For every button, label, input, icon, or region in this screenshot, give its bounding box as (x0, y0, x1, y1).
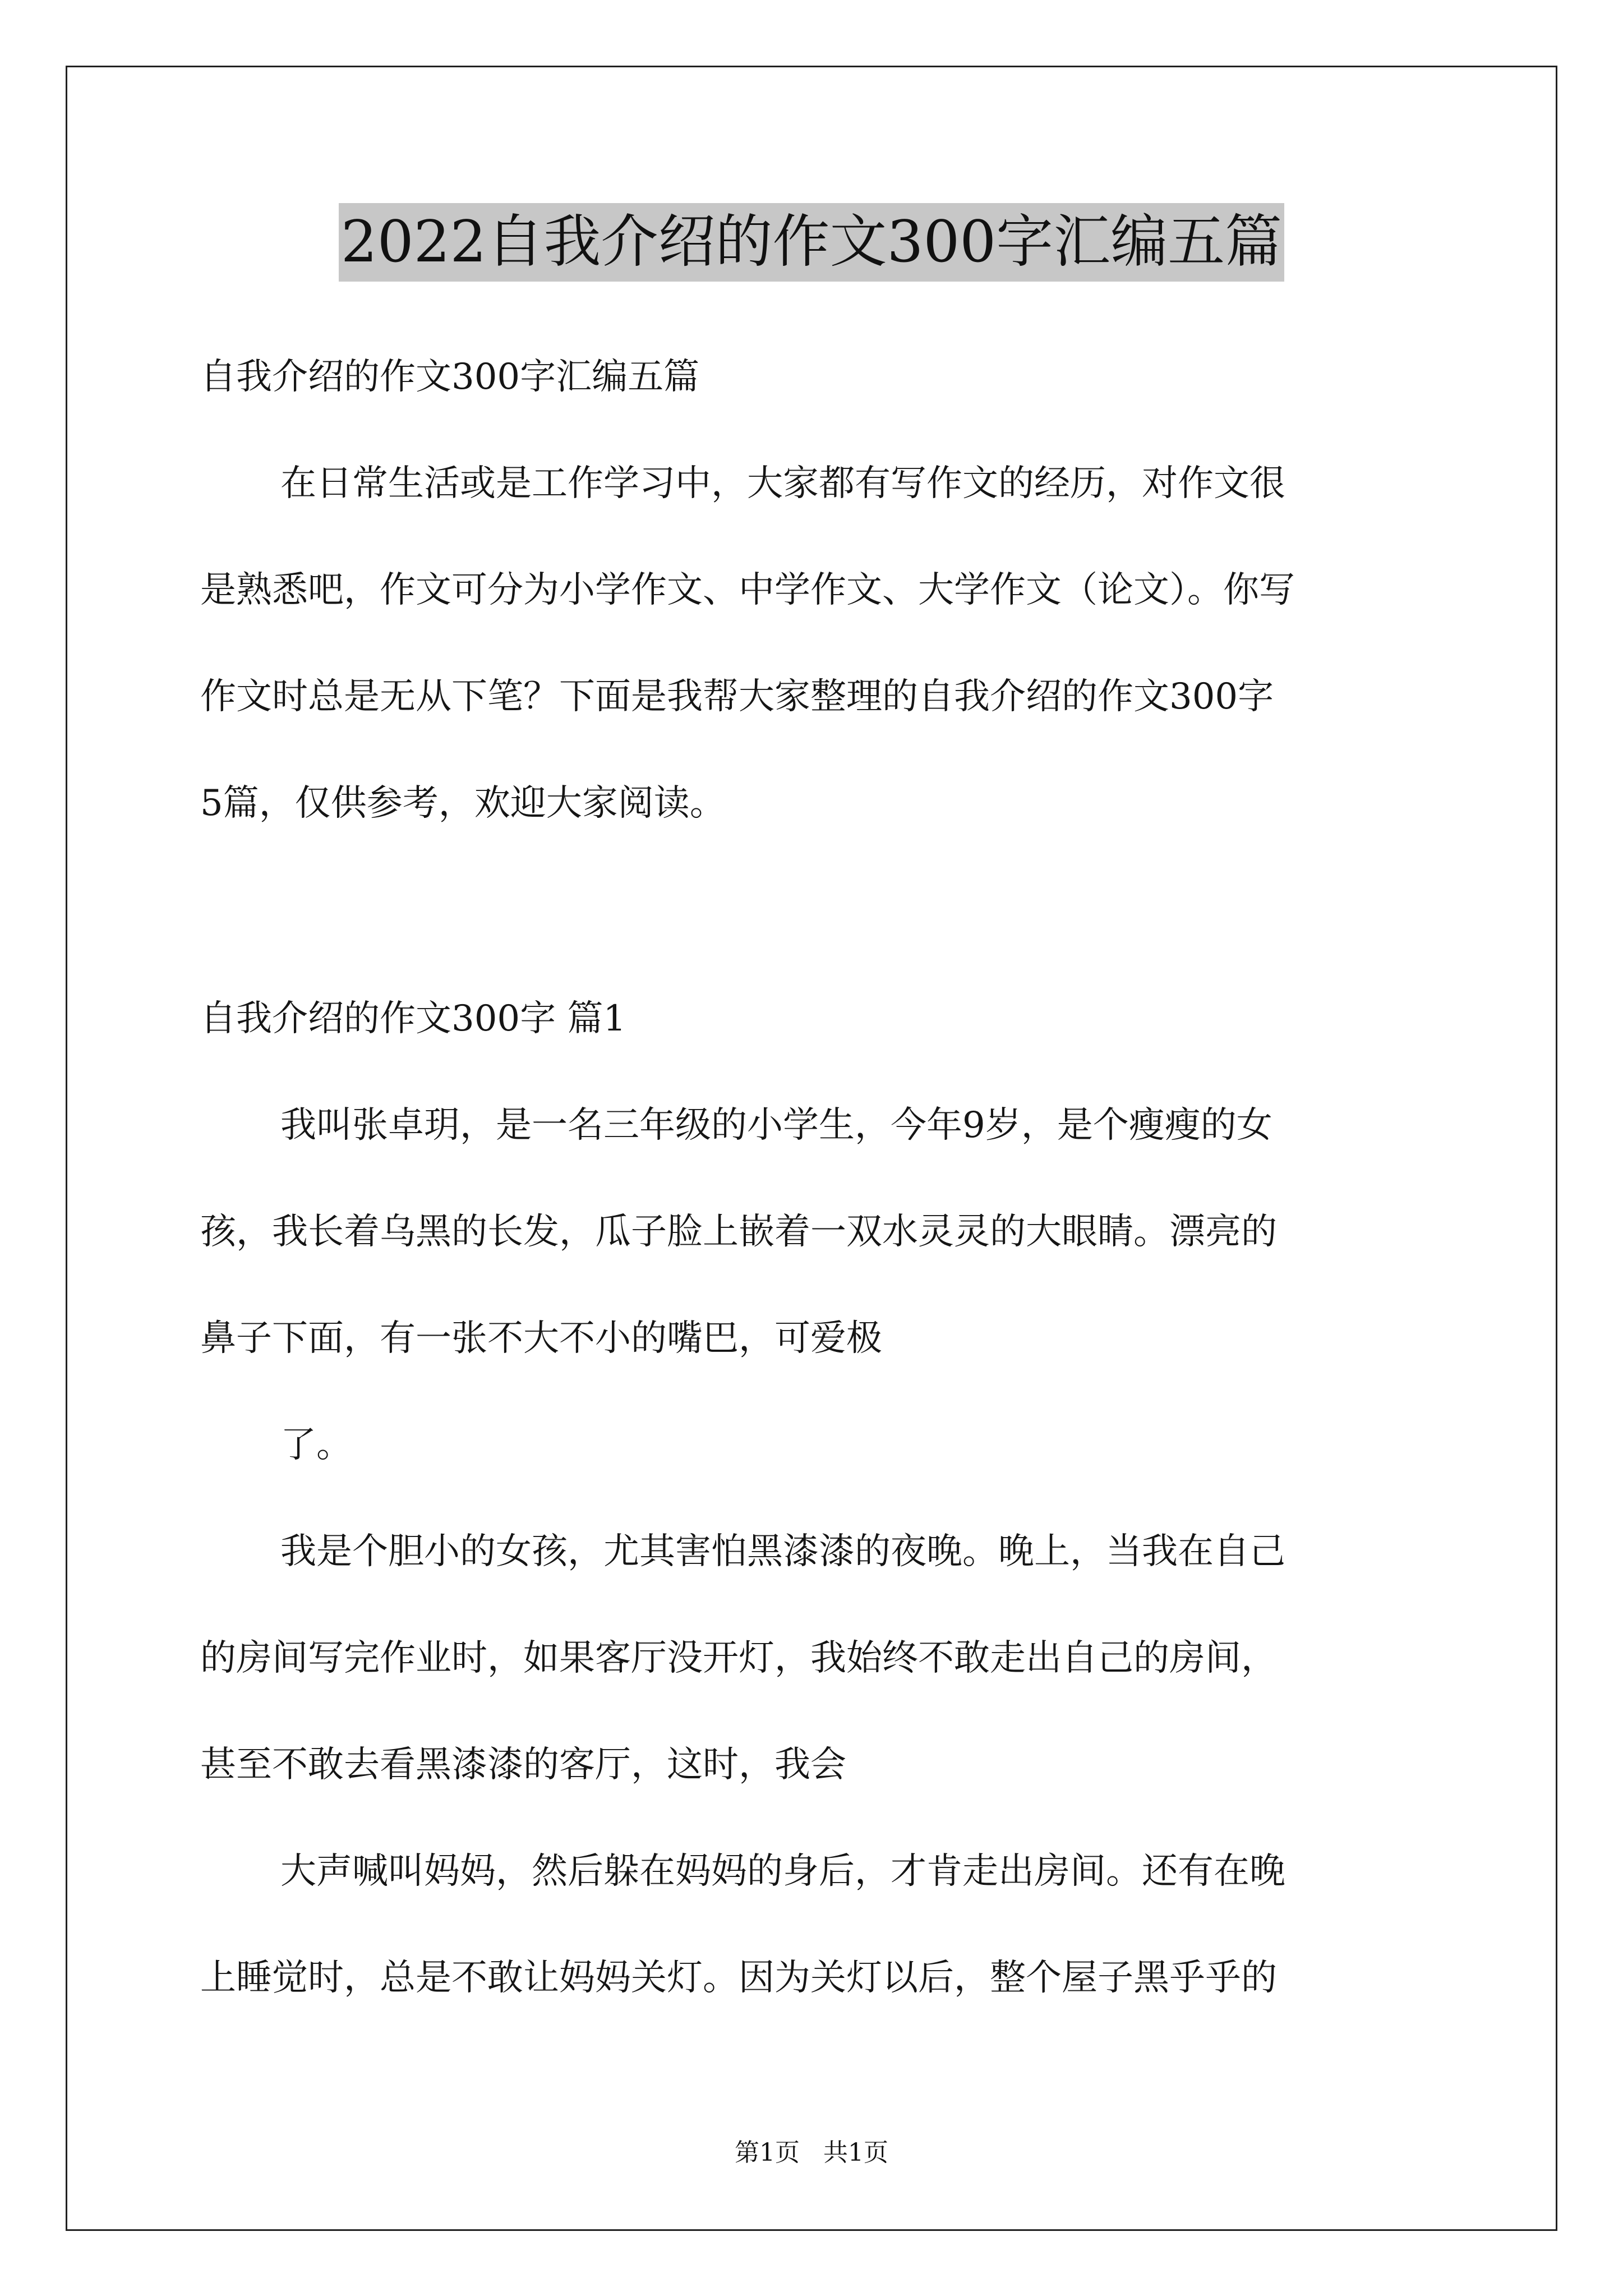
para3-line-3: 甚至不敢去看黑漆漆的客厅，这时，我会 (200, 1744, 846, 1786)
para1-line-3: 鼻子下面，有一张不大不小的嘴巴，可爱极 (200, 1318, 882, 1359)
document-title: 2022自我介绍的作文300字汇编五篇 (339, 203, 1284, 282)
title-container (0, 203, 1623, 282)
intro-line-2: 是熟悉吧，作文可分为小学作文、中学作文、大学作文（论文）。你写 (200, 569, 1295, 611)
intro-line-4: 5篇，仅供参考，欢迎大家阅读。 (200, 783, 726, 824)
page-footer: 第1页 共1页 (735, 2138, 888, 2167)
para1-line-2: 孩，我长着乌黑的长发，瓜子脸上嵌着一双水灵灵的大眼睛。漂亮的 (200, 1211, 1277, 1253)
para2-line-1: 了。 (280, 1424, 352, 1466)
document-subtitle: 自我介绍的作文300字汇编五篇 (200, 356, 700, 398)
intro-line-1: 在日常生活或是工作学习中，大家都有写作文的经历，对作文很 (280, 463, 1285, 504)
para3-line-1: 我是个胆小的女孩，尤其害怕黑漆漆的夜晚。晚上，当我在自己 (280, 1531, 1285, 1572)
para3-line-2: 的房间写完作业时，如果客厅没开灯，我始终不敢走出自己的房间， (200, 1637, 1277, 1679)
para1-line-1: 我叫张卓玥，是一名三年级的小学生，今年9岁，是个瘦瘦的女 (280, 1105, 1272, 1146)
para4-line-1: 大声喊叫妈妈，然后躲在妈妈的身后，才肯走出房间。还有在晚 (280, 1851, 1285, 1892)
para4-line-2: 上睡觉时，总是不敢让妈妈关灯。因为关灯以后，整个屋子黑乎乎的 (200, 1957, 1277, 1999)
intro-line-3: 作文时总是无从下笔？下面是我帮大家整理的自我介绍的作文300字 (200, 676, 1274, 717)
section-heading: 自我介绍的作文300字 篇1 (200, 998, 626, 1039)
